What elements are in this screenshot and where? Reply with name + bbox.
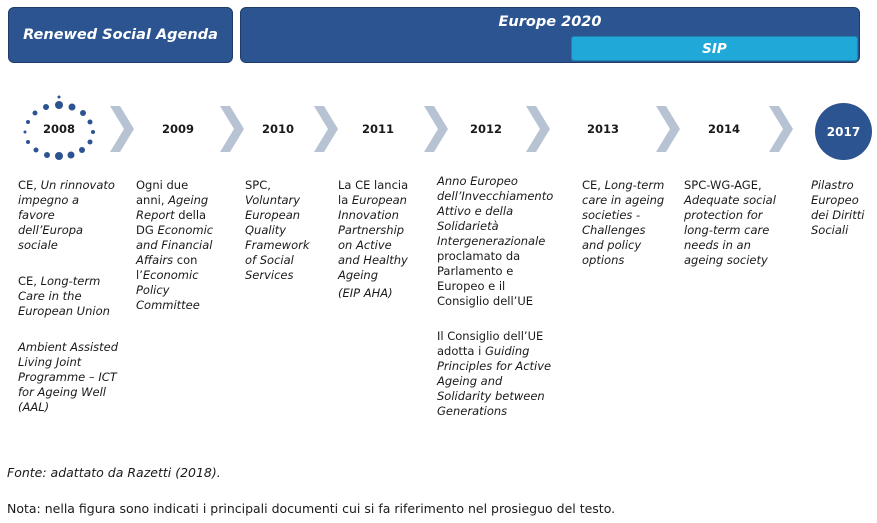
entry-2017-pilastro: Pilastro Europeo dei Diritti Sociali [811, 178, 865, 237]
figure-note: Nota: nella figura sono indicati i principali documenti cui si fa riferimento nel prosieguo del testo. [7, 501, 616, 516]
entry-2009-p1: Ogni due anni, [136, 178, 189, 207]
entry-2012-guiding-principles [437, 329, 555, 419]
renewed-social-agenda-band [8, 7, 233, 63]
entry-2009-p2: Ageing Report [136, 193, 209, 222]
year-2011: 2011 [361, 122, 394, 136]
chevron-right-icon [108, 104, 136, 154]
sip-label: SIP [702, 40, 727, 57]
entry-2013-p2: Long-term care in ageing societies - Challenges and policy options [582, 178, 665, 267]
entry-2012-a1: Anno Europeo dell’Invecchiamento Attivo e della Solidarietà Intergenerazionale [437, 174, 554, 248]
entry-2010-p1: SPC, [245, 178, 271, 192]
year-2017: 2017 [826, 124, 861, 139]
entry-2011-eip-aha: (EIP AHA) [338, 286, 393, 300]
entry-2011-p2: European Innovation Partnership on Active and Healthy Ageing [338, 193, 408, 282]
entry-2009-p6: Economic Policy Committee [136, 268, 200, 312]
entry-2008-aal: Ambient Assisted Living Joint Programme – ICT for Ageing Well (AAL) [18, 340, 119, 414]
sip-band [571, 36, 858, 61]
chevron-right-icon [422, 104, 450, 154]
entry-2008-ce-ltc-prefix: CE, [18, 274, 37, 288]
entry-2014-p2: Adequate social protection for long-term care needs in an ageing society [684, 193, 776, 267]
entry-2010-p2: Voluntary European Quality Framework of Social Services [245, 193, 310, 282]
year-2010: 2010 [261, 122, 294, 136]
year-2009: 2009 [161, 122, 194, 136]
chevron-right-icon [312, 104, 340, 154]
chevron-right-icon [218, 104, 246, 154]
entry-2008-ce-social-prefix: CE, [18, 178, 37, 192]
chevron-right-icon [524, 104, 552, 154]
entry-2008-ce-social-title: Un rinnovato impegno a favore dell’Europa sociale [18, 178, 115, 252]
entry-2012-b1: Il Consiglio dell’UE adotta i [437, 329, 544, 358]
year-2013: 2013 [586, 122, 619, 136]
chevron-right-icon [767, 104, 795, 154]
entry-2012-anno-europeo [437, 174, 555, 309]
entry-2010-spc [245, 178, 317, 283]
entry-2013-p1: CE, [582, 178, 601, 192]
europe-2020-label: Europe 2020 [498, 14, 602, 30]
entry-2008-ce-ltc [18, 274, 118, 319]
entry-2008-ce-ltc-title: Long-term Care in the European Union [18, 274, 110, 318]
year-2017-circle [815, 103, 872, 160]
source-note: Fonte: adattato da Razetti (2018). [7, 465, 221, 480]
entry-2009-p3: della DG [136, 208, 207, 237]
renewed-social-agenda-label: Renewed Social Agenda [23, 27, 218, 43]
year-2014: 2014 [707, 122, 740, 136]
entry-2014-p1: SPC-WG-AGE, [684, 178, 762, 192]
entry-2009-p4: Economic and Financial Affairs [136, 223, 214, 267]
year-2012: 2012 [469, 122, 502, 136]
entry-2012-b2: Guiding Principles for Active Ageing and Solidarity between Generations [437, 344, 552, 418]
entry-2012-a2: proclamato da Parlamento e Europeo e il Consiglio dell’UE [437, 249, 534, 308]
entry-2008-ce-social [18, 178, 118, 253]
entry-2013-ce-ltc [582, 178, 668, 268]
entry-2014-spc-wg-age [684, 178, 776, 268]
chevron-right-icon [654, 104, 682, 154]
entry-2011-eip [338, 178, 416, 283]
entry-2011-p1: La CE lancia la [338, 178, 409, 207]
entry-2009-ageing-report [136, 178, 220, 313]
entry-2009-p5: con l’ [136, 253, 198, 282]
year-2008: 2008 [42, 122, 75, 136]
